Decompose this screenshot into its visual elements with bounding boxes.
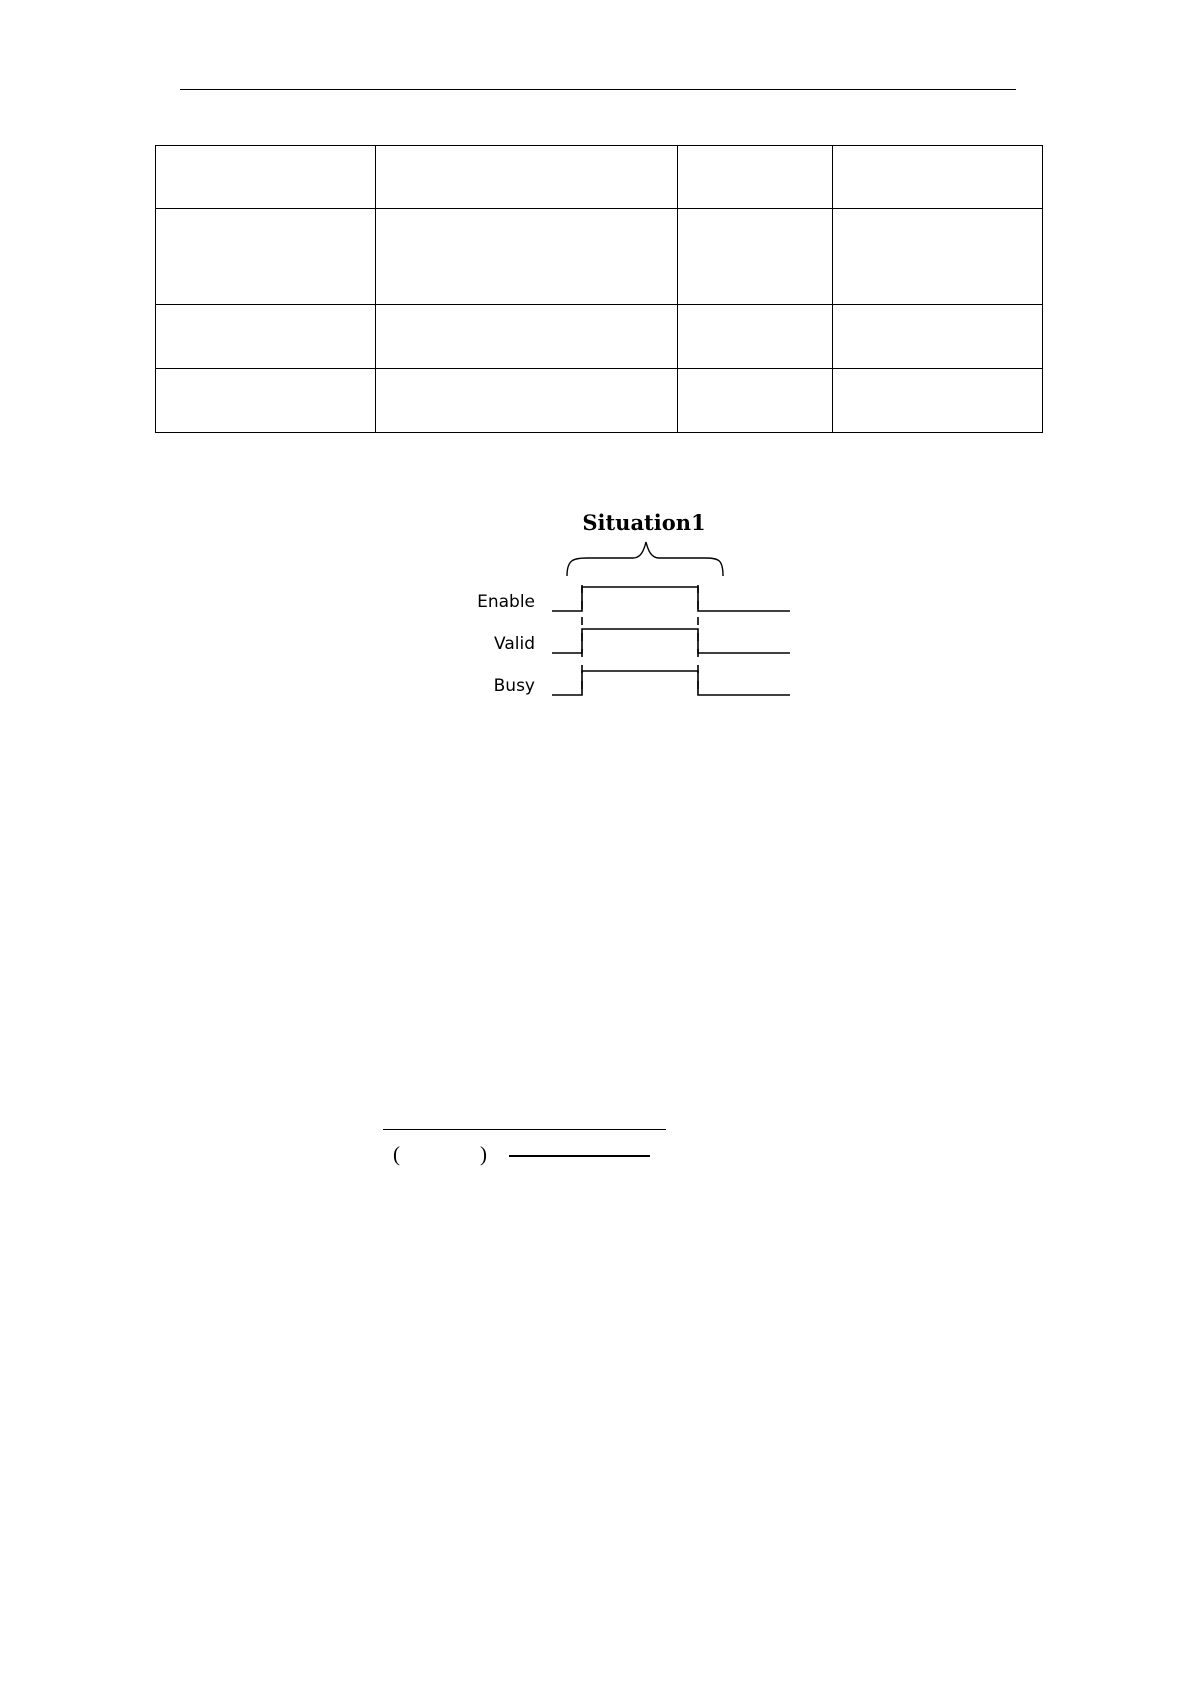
footnote-rule — [383, 1129, 666, 1130]
table-cell — [833, 305, 1043, 369]
signal-trace — [552, 587, 790, 611]
situation-brace — [567, 542, 723, 576]
table-row — [156, 209, 1043, 305]
table-cell — [156, 209, 376, 305]
header-rule — [180, 89, 1016, 90]
signal-label: Busy — [493, 676, 535, 696]
signal-trace — [552, 629, 790, 653]
table-row — [156, 369, 1043, 433]
table-cell — [156, 305, 376, 369]
table-row — [156, 305, 1043, 369]
table-cell — [156, 369, 376, 433]
timing-diagram — [455, 500, 805, 715]
table-cell — [376, 209, 678, 305]
table-cell — [376, 305, 678, 369]
table-cell — [678, 146, 833, 209]
footnote-line — [393, 1141, 650, 1167]
signal-group — [477, 585, 790, 697]
diagram-title: Situation1 — [582, 510, 706, 535]
table-cell — [376, 146, 678, 209]
table-cell — [833, 146, 1043, 209]
table-cell — [678, 305, 833, 369]
signal-trace — [552, 671, 790, 695]
table-row — [156, 146, 1043, 209]
signal-label: Valid — [494, 634, 535, 654]
fill-in-line — [509, 1155, 650, 1157]
table-cell — [678, 209, 833, 305]
spec-table — [155, 145, 1043, 433]
table-cell — [833, 369, 1043, 433]
open-paren: ( — [393, 1142, 400, 1166]
table-cell — [833, 209, 1043, 305]
table-cell — [156, 146, 376, 209]
table-cell — [376, 369, 678, 433]
signal-label: Enable — [477, 592, 535, 612]
table-cell — [678, 369, 833, 433]
close-paren: ) — [480, 1142, 487, 1166]
